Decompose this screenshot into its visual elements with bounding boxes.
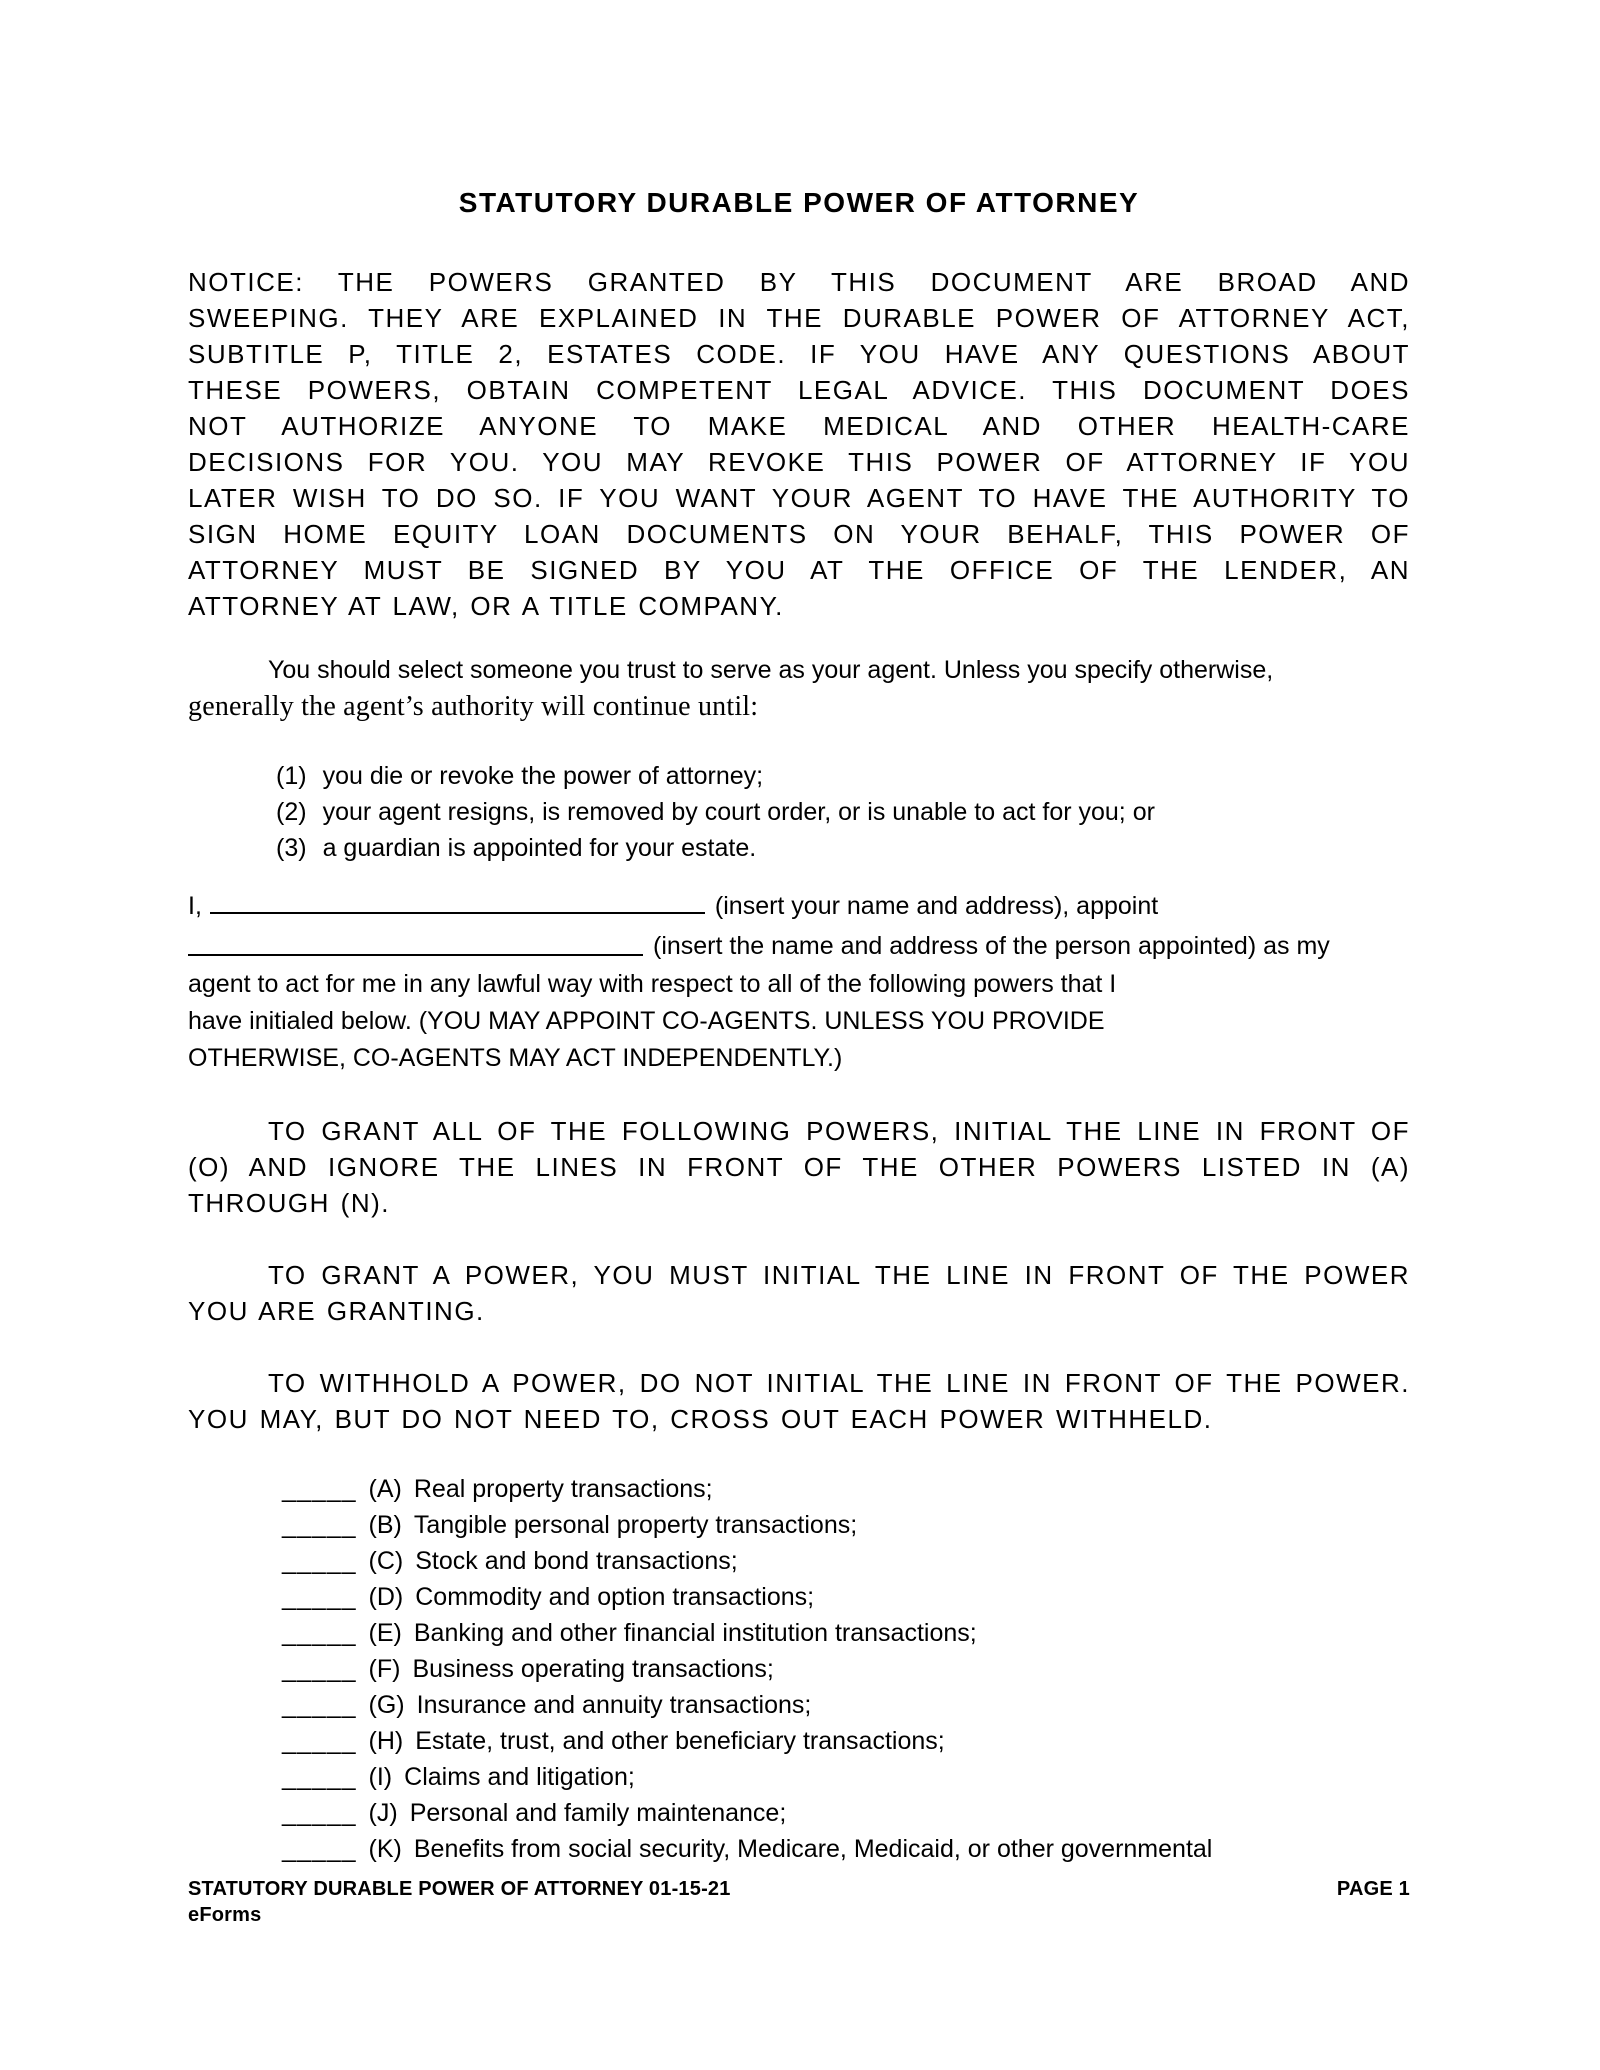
initial-blank[interactable]: _____ (282, 1727, 357, 1755)
power-description: Personal and family maintenance; (409, 1799, 787, 1827)
initial-blank[interactable]: _____ (282, 1511, 357, 1539)
power-item (188, 1615, 1410, 1651)
appointment-line: have initialed below. (YOU MAY APPOINT CO-AGENTS. UNLESS YOU PROVIDE (188, 1007, 1105, 1035)
power-description: Banking and other financial institution transactions; (413, 1619, 977, 1647)
grant-all-line: TO GRANT ALL OF THE FOLLOWING POWERS, INITIAL THE LINE IN FRONT OF (268, 1116, 1410, 1146)
initial-blank[interactable]: _____ (282, 1799, 357, 1827)
until-item-text: your agent resigns, is removed by court order, or is unable to act for you; or (322, 798, 1155, 826)
until-item-number: (1) (276, 762, 307, 790)
appointment-text: (insert your name and address), appoint (714, 892, 1159, 920)
power-item (188, 1759, 1410, 1795)
power-description: Benefits from social security, Medicare, Medicaid, or other governmental (413, 1835, 1213, 1863)
appointment-line (188, 886, 1410, 926)
power-letter: (G) (368, 1691, 405, 1719)
power-item (188, 1831, 1410, 1867)
footer-left (188, 1876, 731, 1928)
notice-line: LATER WISH TO DO SO. IF YOU WANT YOUR AGENT TO HAVE THE AUTHORITY TO (188, 483, 1410, 513)
power-item (188, 1651, 1410, 1687)
notice-paragraph (188, 264, 1410, 624)
appointment-line: OTHERWISE, CO-AGENTS MAY ACT INDEPENDENTLY.) (188, 1044, 843, 1072)
notice-line: SUBTITLE P, TITLE 2, ESTATES CODE. IF YOU HAVE ANY QUESTIONS ABOUT (188, 339, 1410, 369)
power-letter: (F) (368, 1655, 401, 1683)
appointment-line: agent to act for me in any lawful way with respect to all of the following powers that I (188, 970, 1117, 998)
principal-name-blank[interactable] (210, 892, 705, 914)
footer-page-number: PAGE 1 (1336, 1878, 1410, 1900)
agent-name-blank[interactable] (188, 934, 643, 956)
notice-line: DECISIONS FOR YOU. YOU MAY REVOKE THIS POWER OF ATTORNEY IF YOU (188, 447, 1410, 477)
withhold-power-paragraph (188, 1365, 1410, 1437)
grant-all-line: THROUGH (N). (188, 1188, 390, 1218)
power-letter: (I) (368, 1763, 393, 1791)
power-letter: (C) (368, 1547, 404, 1575)
notice-line: THESE POWERS, OBTAIN COMPETENT LEGAL ADVICE. THIS DOCUMENT DOES (188, 375, 1410, 405)
until-list (188, 758, 1410, 866)
power-letter: (A) (368, 1475, 402, 1503)
power-description: Insurance and annuity transactions; (416, 1691, 812, 1719)
power-item (188, 1507, 1410, 1543)
until-item-text: you die or revoke the power of attorney; (322, 762, 764, 790)
power-description: Estate, trust, and other beneficiary transactions; (415, 1727, 945, 1755)
until-item-number: (3) (276, 834, 307, 862)
power-description: Commodity and option transactions; (415, 1583, 815, 1611)
notice-line: SIGN HOME EQUITY LOAN DOCUMENTS ON YOUR BEHALF, THIS POWER OF (188, 519, 1410, 549)
intro-paragraph (188, 652, 1410, 726)
power-letter: (K) (368, 1835, 402, 1863)
until-item (188, 794, 1410, 830)
power-letter: (D) (368, 1583, 404, 1611)
notice-line: SWEEPING. THEY ARE EXPLAINED IN THE DURABLE POWER OF ATTORNEY ACT, (188, 303, 1410, 333)
power-letter: (B) (368, 1511, 402, 1539)
initial-blank[interactable]: _____ (282, 1583, 357, 1611)
withhold-power-line: TO WITHHOLD A POWER, DO NOT INITIAL THE LINE IN FRONT OF THE POWER. (268, 1368, 1410, 1398)
initial-blank[interactable]: _____ (282, 1475, 357, 1503)
initial-blank[interactable]: _____ (282, 1655, 357, 1683)
until-item (188, 758, 1410, 794)
power-description: Business operating transactions; (412, 1655, 774, 1683)
grant-power-line: YOU ARE GRANTING. (188, 1296, 485, 1326)
appointment-text: (insert the name and address of the person appointed) as my (653, 932, 1330, 960)
powers-list (188, 1471, 1410, 1867)
notice-line: ATTORNEY MUST BE SIGNED BY YOU AT THE OFFICE OF THE LENDER, AN (188, 555, 1410, 585)
withhold-power-line: YOU MAY, BUT DO NOT NEED TO, CROSS OUT EACH POWER WITHHELD. (188, 1404, 1213, 1434)
appointment-prefix: I, (188, 892, 202, 920)
power-description: Tangible personal property transactions; (413, 1511, 858, 1539)
power-item (188, 1723, 1410, 1759)
until-item-number: (2) (276, 798, 307, 826)
document-title: STATUTORY DURABLE POWER OF ATTORNEY (458, 187, 1140, 218)
intro-line-sans: You should select someone you trust to serve as your agent. Unless you specify otherwise, (268, 656, 1274, 684)
power-letter: (J) (368, 1799, 398, 1827)
initial-blank[interactable]: _____ (282, 1691, 357, 1719)
footer-brand: eForms (188, 1904, 262, 1926)
initial-blank[interactable]: _____ (282, 1835, 357, 1863)
until-item-text: a guardian is appointed for your estate. (322, 834, 757, 862)
power-description: Claims and litigation; (404, 1763, 635, 1791)
notice-line: ATTORNEY AT LAW, OR A TITLE COMPANY. (188, 591, 784, 621)
power-item (188, 1687, 1410, 1723)
intro-line-serif: generally the agent’s authority will continue until: (188, 691, 759, 722)
grant-all-paragraph (188, 1113, 1410, 1221)
power-letter: (E) (368, 1619, 402, 1647)
initial-blank[interactable]: _____ (282, 1763, 357, 1791)
grant-power-line: TO GRANT A POWER, YOU MUST INITIAL THE LINE IN FRONT OF THE POWER (268, 1260, 1410, 1290)
notice-line: NOT AUTHORIZE ANYONE TO MAKE MEDICAL AND OTHER HEALTH-CARE (188, 411, 1410, 441)
power-description: Stock and bond transactions; (415, 1547, 738, 1575)
power-item (188, 1543, 1410, 1579)
power-item (188, 1579, 1410, 1615)
power-item (188, 1795, 1410, 1831)
appointment-paragraph (188, 886, 1410, 1077)
page-footer (188, 1876, 1410, 1928)
notice-line: NOTICE: THE POWERS GRANTED BY THIS DOCUMENT ARE BROAD AND (188, 267, 1410, 297)
power-letter: (H) (368, 1727, 404, 1755)
footer-doc-title: STATUTORY DURABLE POWER OF ATTORNEY 01-15-21 (188, 1878, 731, 1900)
initial-blank[interactable]: _____ (282, 1547, 357, 1575)
appointment-line (188, 926, 1410, 966)
power-item (188, 1471, 1410, 1507)
grant-all-line: (O) AND IGNORE THE LINES IN FRONT OF THE OTHER POWERS LISTED IN (A) (188, 1152, 1410, 1182)
initial-blank[interactable]: _____ (282, 1619, 357, 1647)
until-item (188, 830, 1410, 866)
power-description: Real property transactions; (413, 1475, 713, 1503)
grant-power-paragraph (188, 1257, 1410, 1329)
